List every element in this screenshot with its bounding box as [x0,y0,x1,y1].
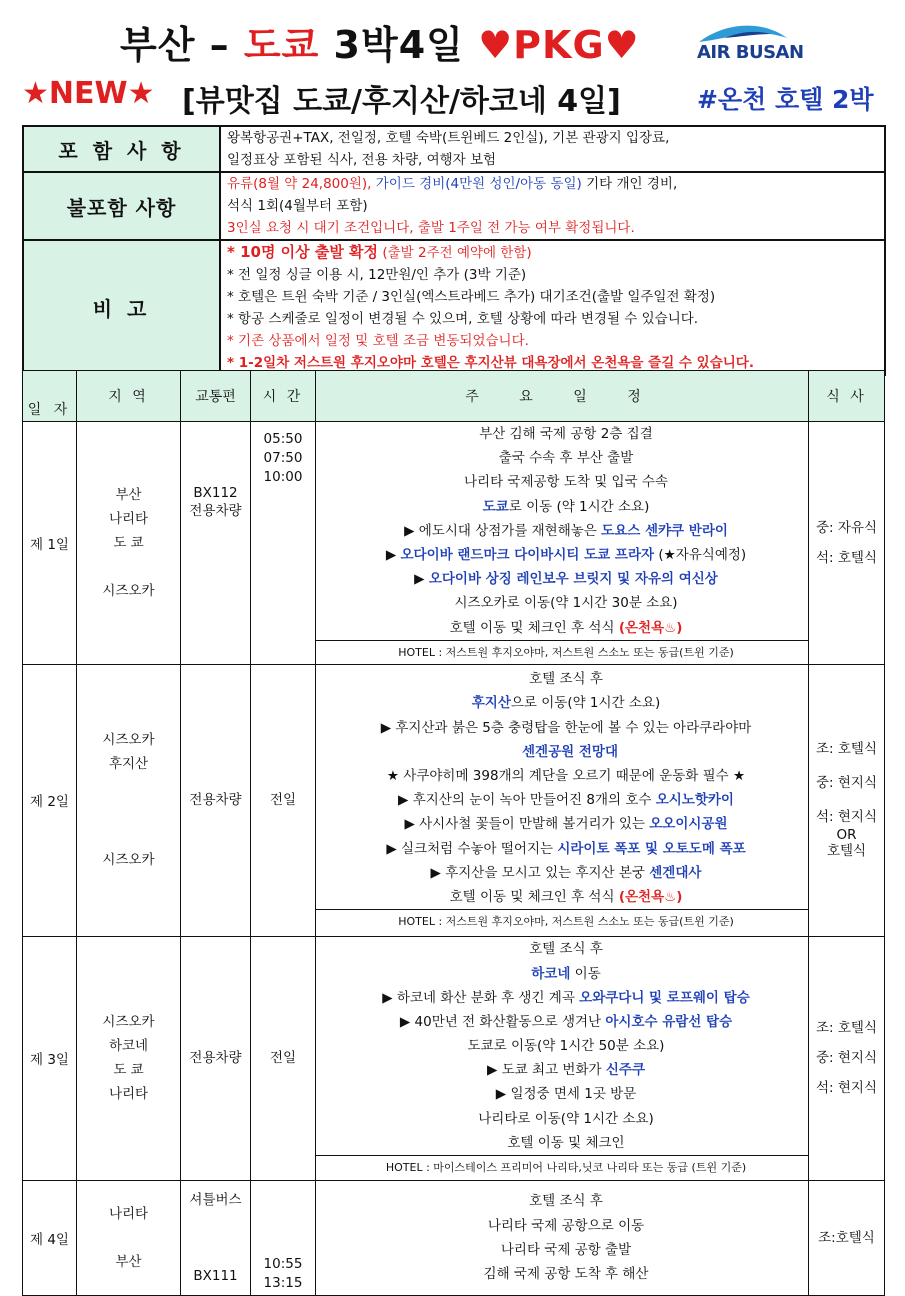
itinerary-text: (★자유식예정) [654,546,747,563]
highlight-place: 센겐대사 [649,864,702,881]
itinerary-text: 나리타 국제 공항으로 이동 [487,1217,645,1234]
region-name: 하코네 [108,1038,149,1055]
itinerary-line [316,1131,808,1155]
region-cell [77,422,181,665]
itinerary-line [316,1189,808,1213]
new-badge: ★NEW★ [22,76,155,111]
hotel-info: HOTEL : 저스트원 후지오야마, 저스트원 스소노 또는 동급(트윈 기준) [316,640,808,664]
itinerary-line [316,446,808,470]
highlight-place: 오다이바 랜드마크 다이바시티 도쿄 프라자 [400,546,655,563]
highlight-place: 아시호수 유람선 탑승 [605,1013,733,1030]
meal-item: 중: 자유식 [815,519,877,536]
day-row [23,1180,885,1295]
highlight-place: 오다이바 상징 레인보우 브릿지 및 자유의 여신상 [428,571,718,588]
meal-item: 중: 현지식 [815,1050,877,1067]
itinerary-text: 나리타 국제공항 도착 및 입국 수속 [463,474,669,491]
time-value: 05:50 [263,431,303,447]
itinerary-cell [316,1180,809,1295]
itinerary-line [316,812,808,836]
itinerary-text: 부산 김해 국제 공항 2층 집결 [479,426,653,442]
header-region: 지 역 [77,371,181,422]
day-label: 제 1일 [23,422,77,665]
region-name [77,776,180,800]
itinerary-text: ▶ 도쿄 최고 번화가 [487,1062,606,1079]
itinerary-text: 호텔 조식 후 [529,671,603,688]
excluded-line [227,173,878,195]
highlight-place: 오오이시공원 [649,816,728,833]
region-name: 도 쿄 [113,1062,144,1079]
time-value: 10:55 [263,1255,303,1272]
itinerary-line [316,962,808,986]
region-name: 후지산 [108,756,149,773]
itinerary-text: 도쿄로 이동(약 1시간 50분 소요) [467,1038,665,1055]
region-name [77,824,180,848]
highlight-place: 후지산 [471,695,511,712]
itinerary-text: ▶ 하코네 화산 분화 후 생긴 계곡 [382,989,580,1006]
itinerary-text: ▶ 후지산을 모시고 있는 후지산 본궁 [430,864,650,881]
highlight-place: 시라이토 폭포 및 오토도메 폭포 [557,840,746,857]
itinerary-line [316,495,808,519]
meal-item: 호텔식 [826,843,867,860]
main-title [120,14,640,69]
transport-item: 전용차량 [189,1050,242,1067]
region-cell [77,1180,181,1295]
region-name: 시즈오카 [102,732,155,749]
hotel-info: HOTEL : 저스트원 후지오야마, 저스트원 스소노 또는 동급(트윈 기준) [316,909,808,933]
day-row [23,422,885,665]
itinerary-text: ▶ [385,546,401,563]
day-row [23,936,885,1180]
itinerary-line [316,543,808,567]
itinerary-line [316,1010,808,1034]
guide-fee: 가이드 경비(4만원 성인/아동 동일) [371,176,582,192]
itinerary-line [316,1034,808,1058]
time-value: 13:15 [263,1274,303,1291]
subtitle: [뷰맛집 도쿄/후지산/하코네 4일] [182,84,621,119]
itinerary-line [316,788,808,812]
remark-text: * 항공 스케줄로 일정이 변경될 수 있으며, 호텔 상황에 따라 변경될 수 있습니다. [227,311,699,327]
meal-cell [809,422,885,665]
fuel-surcharge: 유류(8월 약 24,800원), [227,176,372,192]
time-value: 07:50 [263,450,303,466]
title-pkg-badge: ♥PKG♥ [478,23,640,67]
remark-bold: * 1-2일차 저스트원 후지오야마 호텔은 후지산뷰 대욕장에서 온천욕을 즐길 수 있습니다. [227,355,754,371]
day-label: 제 3일 [23,936,77,1180]
day-label: 제 4일 [23,1180,77,1295]
region-name [77,555,180,579]
itinerary-text: 호텔 이동 및 체크인 후 석식 [449,888,619,905]
itinerary-line [316,591,808,615]
meal-item: 조:호텔식 [818,1229,875,1246]
included-content [220,126,885,172]
transport-cell [181,936,251,1180]
itinerary-line [316,764,808,788]
itinerary-text: ▶ 에도시대 상점가를 재현해놓은 [404,522,602,539]
region-name: 부산 [115,486,142,503]
onsen-note: (온천욕♨) [618,888,683,905]
time-cell [251,936,316,1180]
region-name: 시즈오카 [102,582,155,599]
region-name: 나리타 [108,1205,149,1222]
remark-text: * 전 일정 싱글 이용 시, 12만원/인 추가 (3박 기준) [227,267,527,283]
meal-cell [809,1180,885,1295]
day-label: 제 2일 [23,664,77,936]
region-name [77,800,180,824]
itinerary-text: 로 이동 (약 1시간 소요) [508,498,650,515]
title-row-1 [0,8,905,68]
region-cell [77,664,181,936]
itinerary-text: 으로 이동(약 1시간 소요) [510,695,661,712]
itinerary-line [316,691,808,715]
itinerary-line [316,567,808,591]
itinerary-line [316,1058,808,1082]
air-busan-text: AIR BUSAN [697,42,804,63]
itinerary-text: ▶ [414,571,429,588]
itinerary-text: 호텔 조식 후 [529,941,603,958]
itinerary-text: ▶ 40만년 전 화산활동으로 생겨난 [399,1013,606,1030]
itinerary-line [316,616,808,640]
highlight-place: 오와쿠다니 및 로프웨이 탑승 [579,989,750,1006]
included-line: 왕복항공권+TAX, 전일정, 호텔 숙박(트윈베드 2인실), 기본 관광지 입장료, [227,130,670,146]
itinerary-line [316,937,808,961]
itinerary-line [316,740,808,764]
highlight-place: 오시노핫카이 [655,792,734,809]
itinerary-line [316,861,808,885]
meal-item: 중: 현지식 [815,775,877,792]
meal-item: OR [836,827,857,844]
remark-text: * 호텔은 트윈 숙박 기준 / 3인실(엑스트라베드 추가) 대기조건(출발 일주일전 확정) [227,289,716,305]
itinerary-line [316,1107,808,1131]
remark-line [227,241,878,264]
excluded-content [220,172,885,240]
itinerary-text: ★ 사쿠야히메 398개의 계단을 오르기 때문에 운동화 필수 ★ [386,768,746,784]
transport-item: 전용차량 [189,503,242,519]
remark-text: * 기존 상품에서 일정 및 호텔 조금 변동되었습니다. [227,333,529,349]
header-meal: 식 사 [809,371,885,422]
itinerary-text: 이동 [570,965,601,982]
itinerary-line [316,1238,808,1262]
itinerary-text: ▶ 실크처럼 수놓아 떨어지는 [386,840,558,857]
title-duration: 3박4일 [319,23,479,67]
itinerary-cell [316,664,809,936]
region-name: 나리타 [108,1086,149,1103]
meal-item: 석: 현지식 [815,809,877,826]
time-cell [251,1180,316,1295]
itinerary-text: 호텔 이동 및 체크인 후 석식 [449,619,619,636]
highlight-place: 신주쿠 [605,1062,645,1079]
itinerary-text: ▶ 일정중 면세 1곳 방문 [495,1086,637,1103]
itinerary-line [316,1082,808,1106]
region-name: 부산 [115,1253,142,1270]
itinerary-text: ▶ 후지산과 붉은 5층 충령탑을 한눈에 볼 수 있는 아라쿠라야마 [380,719,752,736]
itinerary-line [316,1262,808,1286]
title-route-start: 부산 – [120,23,244,67]
remarks-content [220,240,885,375]
hotel-info: HOTEL : 마이스테이스 프리미어 나리타,닛코 나리타 또는 동급 (트윈 기준) [316,1155,808,1179]
itinerary-text: 김해 국제 공항 도착 후 해산 [483,1265,649,1282]
time-value: 전일 [269,791,297,808]
air-busan-logo [693,22,804,66]
included-line: 일정표상 포함된 식사, 전용 차량, 여행자 보험 [227,152,497,168]
highlight-place: 도쿄 [482,498,509,515]
day-row [23,664,885,936]
time-value: 전일 [269,1049,297,1066]
region-cell [77,936,181,1180]
remark-line [227,286,878,308]
transport-cell [181,422,251,665]
remark-line [227,330,878,352]
time-value: 10:00 [263,469,303,485]
remark-text: (출발 2주전 예약에 한함) [378,245,532,261]
title-row-2 [0,72,905,118]
itinerary-line [316,1214,808,1238]
meal-item: 석: 호텔식 [815,549,877,566]
header-time: 시 간 [251,371,316,422]
header-transport: 교통편 [181,371,251,422]
remark-line [227,264,878,286]
itinerary-text: 시즈오카로 이동(약 1시간 30분 소요) [454,595,678,612]
excluded-line: 3인실 요청 시 대기 조건입니다, 출발 1주일 전 가능 여부 확정됩니다. [227,220,635,236]
highlight-place: 하코네 [531,965,571,982]
included-label: 포 함 사 항 [23,126,220,172]
itinerary-text: 호텔 조식 후 [529,1193,603,1210]
info-table [22,125,886,376]
transport-item: 셔틀버스 [189,1191,242,1208]
highlight-place: 센겐공원 전망대 [522,743,618,760]
itinerary-line [316,667,808,691]
itinerary-text: ▶ 후지산의 눈이 녹아 만들어진 8개의 호수 [398,792,656,809]
itinerary-line [316,422,808,446]
itinerary-line [316,519,808,543]
itinerary-line [316,885,808,909]
transport-cell [181,1180,251,1295]
transport-item: BX111 [193,1267,238,1284]
region-name: 시즈오카 [102,852,155,869]
hashtag: #온천 호텔 2박 [697,85,874,114]
meal-item: 석: 현지식 [815,1080,877,1097]
itinerary-text: 호텔 이동 및 체크인 [507,1134,625,1151]
region-name: 도 쿄 [113,534,144,551]
region-name: 시즈오카 [102,1014,155,1031]
remarks-label: 비 고 [23,240,220,375]
itinerary-line [316,470,808,494]
itinerary-text: ▶ 사시사철 꽃들이 만발해 볼거리가 있는 [404,816,650,833]
itinerary-text: 나리타로 이동(약 1시간 소요) [478,1110,654,1127]
itinerary-line [316,986,808,1010]
onsen-note: (온천욕♨) [618,619,683,636]
itinerary-text: 나리타 국제 공항 출발 [500,1241,632,1258]
meal-cell [809,936,885,1180]
region-name: 나리타 [108,510,149,527]
title-destination: 도쿄 [243,23,320,67]
transport-item: 전용차량 [189,792,242,809]
schedule-table [22,370,885,1296]
transport-item: BX112 [193,485,238,501]
excluded-line: 석식 1회(4월부터 포함) [227,198,368,214]
header-day: 일 자 [23,371,77,422]
itinerary-line [316,716,808,740]
meal-item: 조: 호텔식 [815,1020,877,1037]
time-cell [251,664,316,936]
highlight-place: 도요스 센캬쿠 반라이 [601,522,728,539]
itinerary-text: 출국 수속 후 부산 출발 [498,450,634,467]
excluded-label: 불포함 사항 [23,172,220,240]
remark-bold: * 10명 이상 출발 확정 [227,243,379,261]
other-expenses: 기타 개인 경비, [581,176,678,192]
air-busan-wing-icon [695,22,791,44]
itinerary-cell [316,422,809,665]
itinerary-line [316,837,808,861]
meal-item: 조: 호텔식 [815,741,877,758]
itinerary-cell [316,936,809,1180]
transport-cell [181,664,251,936]
region-name [77,1226,180,1250]
remark-line [227,308,878,330]
time-cell [251,422,316,665]
meal-cell [809,664,885,936]
transport-item [181,1219,250,1257]
header-main-schedule: 주 요 일 정 [316,371,809,422]
